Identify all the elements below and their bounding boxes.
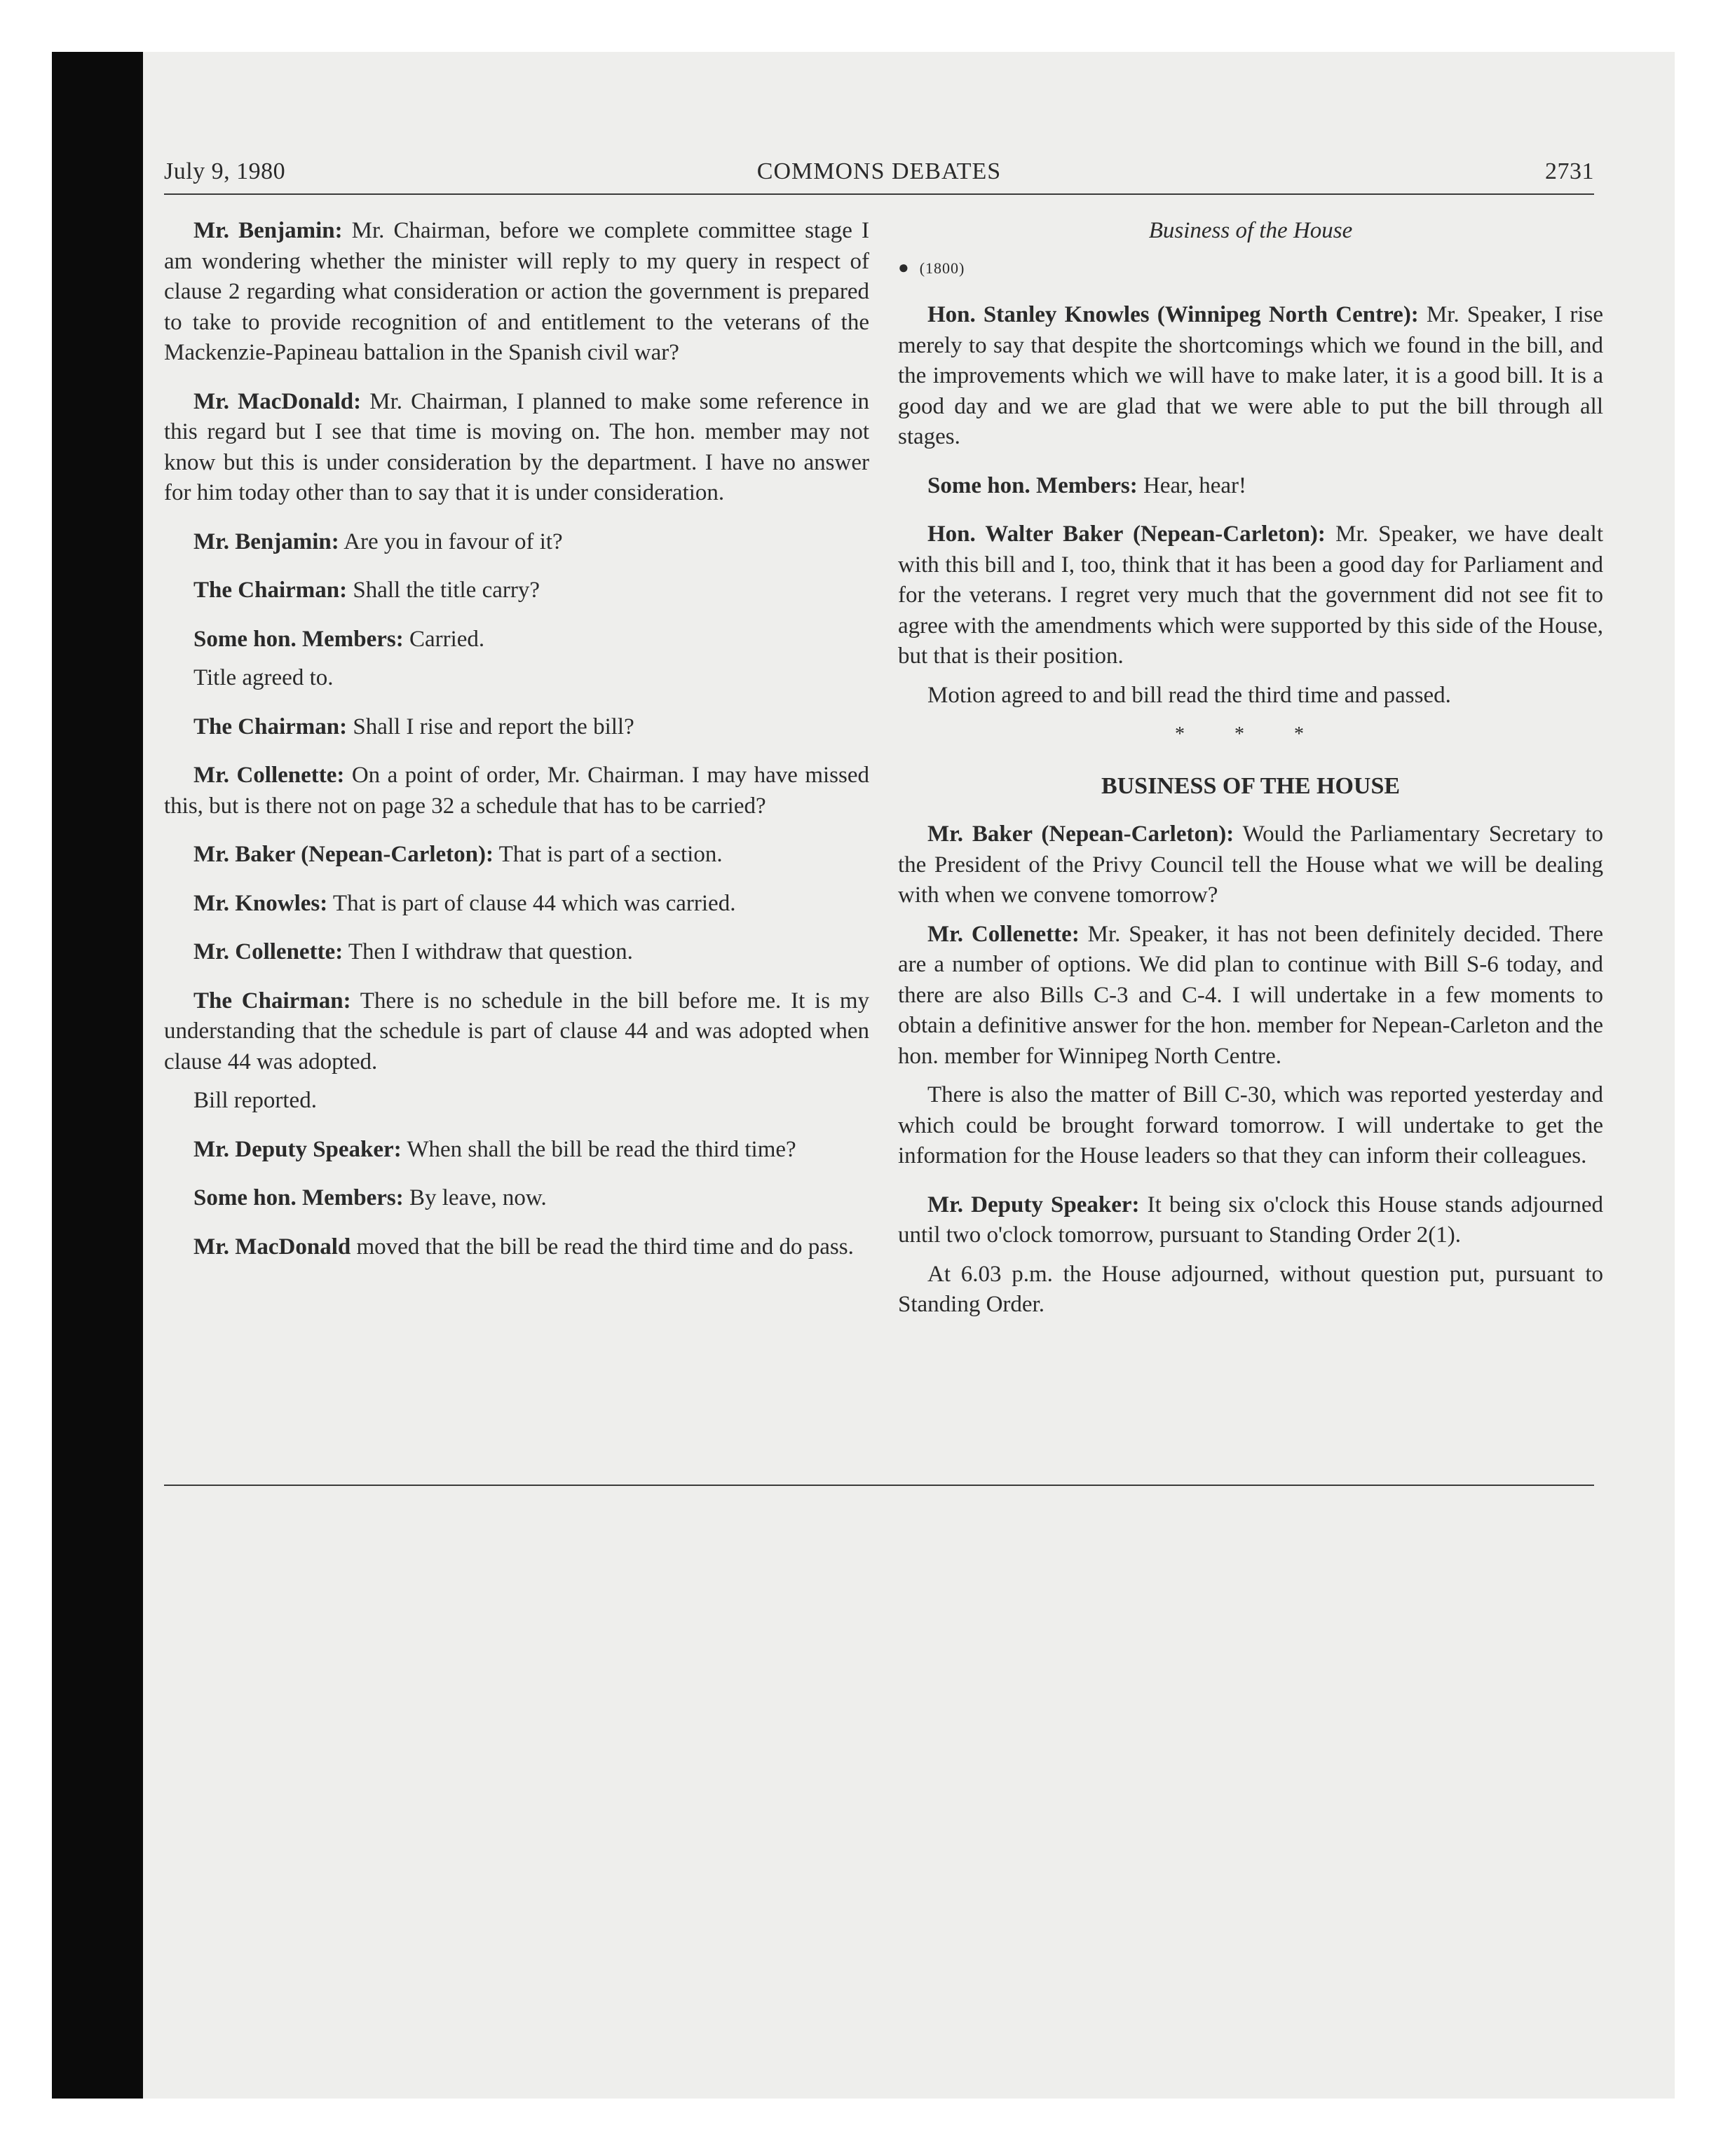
- speaker: Hon. Stanley Knowles (Winnipeg North Centre):: [927, 302, 1419, 327]
- speaker: Mr. MacDonald: [193, 1234, 351, 1260]
- paragraph: [164, 527, 869, 558]
- paragraph: [898, 920, 1603, 1072]
- paragraph: [898, 300, 1603, 453]
- speech: On a point of order, Mr. Chairman. I may have missed this, but is there not on page 32 a schedule that has to be carried?: [164, 763, 869, 819]
- paragraph: [164, 986, 869, 1078]
- section-title: Business of the House: [1148, 218, 1353, 243]
- paragraph: [164, 1183, 869, 1214]
- bullet-icon: ●: [898, 257, 910, 278]
- speaker: Mr. Benjamin:: [193, 528, 339, 554]
- speaker: Mr. Deputy Speaker:: [927, 1192, 1140, 1217]
- speaker: Mr. Collenette:: [193, 763, 345, 788]
- speech: Would the Parliamentary Secretary to the President of the Privy Council tell the House what we will be dealing with when we convene tomorrow?: [898, 821, 1603, 908]
- header-title: COMMONS DEBATES: [756, 158, 1002, 184]
- paragraph: [898, 471, 1603, 502]
- speaker: The Chairman:: [193, 714, 348, 739]
- speech: Motion agreed to and bill read the third time and passed.: [927, 682, 1451, 708]
- paragraph: [164, 625, 869, 655]
- speech: Hear, hear!: [1137, 472, 1247, 498]
- paragraph: [898, 1080, 1603, 1172]
- speech: Mr. Speaker, I rise merely to say that despite the shortcomings which we found in the bill, and the improvements which we will have to make later, it is a good bill. It is a good day and we are glad that we were able to put the bill through all stages.: [898, 302, 1604, 449]
- paragraph: [898, 519, 1603, 672]
- speaker: Some hon. Members:: [193, 1185, 404, 1210]
- section-separator: * * *: [1175, 723, 1326, 745]
- paragraph: [164, 216, 869, 369]
- speaker: Mr. Collenette:: [927, 921, 1080, 947]
- paragraph: [164, 1135, 869, 1166]
- speaker: Mr. Collenette:: [193, 939, 343, 964]
- paragraph: [164, 760, 869, 821]
- paragraph: [164, 387, 869, 509]
- speaker: Some hon. Members:: [193, 626, 404, 652]
- running-head: [164, 158, 1594, 193]
- speech: There is no schedule in the bill before me. It is my understanding that the schedule is part of clause 44 and was adopted when clause 44 was adopted.: [164, 988, 869, 1074]
- left-column: [164, 216, 869, 1281]
- speech: Are you in favour of it?: [339, 528, 563, 554]
- speech: Shall I rise and report the bill?: [347, 714, 634, 739]
- paragraph: [164, 1086, 869, 1117]
- speech: There is also the matter of Bill C-30, which was reported yesterday and which could be brought forward tomorrow. I will undertake to get the information for the House leaders so that they can inform their colleagues.: [898, 1082, 1603, 1168]
- speaker: Mr. Knowles:: [193, 890, 328, 916]
- speaker: The Chairman:: [193, 578, 348, 603]
- footer-rule: [164, 1485, 1594, 1486]
- header-date: July 9, 1980: [164, 158, 286, 184]
- paragraph: [164, 889, 869, 920]
- speaker: Hon. Walter Baker (Nepean-Carleton):: [927, 521, 1326, 547]
- speech: Carried.: [403, 626, 485, 652]
- speaker: Mr. Baker (Nepean-Carleton):: [193, 842, 494, 867]
- speaker: Mr. Benjamin:: [193, 218, 343, 243]
- speech: At 6.03 p.m. the House adjourned, without question put, pursuant to Standing Order.: [898, 1261, 1603, 1317]
- page-number: 2731: [1545, 158, 1594, 184]
- speech: By leave, now.: [403, 1185, 547, 1210]
- speech: Mr. Chairman, I planned to make some reference in this regard but I see that time is moving on. The hon. member may not know but this is under consideration by the department. I have no answer for him today other than to say that it is under consideration.: [164, 388, 869, 505]
- right-column: [898, 216, 1603, 1339]
- speech: When shall the bill be read the third time?: [401, 1136, 796, 1162]
- speaker: Some hon. Members:: [927, 472, 1138, 498]
- speech: That is part of a section.: [494, 842, 723, 867]
- speech: Title agreed to.: [193, 665, 334, 690]
- speaker: Mr. Deputy Speaker:: [193, 1136, 402, 1162]
- paragraph: [898, 1190, 1603, 1251]
- speech: It being six o'clock this House stands adjourned until two o'clock tomorrow, pursuant to Standing Order 2(1).: [898, 1192, 1604, 1248]
- speech: Shall the title carry?: [347, 578, 540, 603]
- paragraph: [898, 681, 1603, 711]
- speech: That is part of clause 44 which was carried.: [327, 890, 736, 916]
- speech: Then I withdraw that question.: [343, 939, 633, 964]
- paragraph: [164, 663, 869, 694]
- paragraph: [164, 712, 869, 743]
- speech: Mr. Chairman, before we complete committee stage I am wondering whether the minister will reply to my query in respect of clause 2 regarding what consideration or action the government is prepared to take to provide recognition of and entitlement to the veterans of the Mackenzie-Papineau battalion in the Spanish civil war?: [164, 218, 869, 365]
- speaker: Mr. Baker (Nepean-Carleton):: [927, 821, 1234, 847]
- binding-edge: [52, 52, 143, 2099]
- paragraph: [898, 1260, 1603, 1321]
- paragraph: [164, 937, 869, 968]
- paragraph: [898, 819, 1603, 911]
- speech: Bill reported.: [193, 1088, 317, 1113]
- time-marker-label: (1800): [919, 259, 965, 277]
- paragraph: [164, 840, 869, 871]
- header-rule: [164, 193, 1594, 195]
- paragraph: [164, 575, 869, 606]
- speaker: The Chairman:: [193, 988, 351, 1014]
- section-heading: BUSINESS OF THE HOUSE: [1101, 772, 1401, 799]
- speech: moved that the bill be read the third time and do pass.: [351, 1234, 854, 1260]
- speech: Mr. Speaker, we have dealt with this bill and I, too, think that it has been a good day for Parliament and for the veterans. I regret very much that the government did not see fit to agree with the amendments which were supported by this side of the House, but that is their position.: [898, 521, 1603, 669]
- time-marker: [898, 252, 1603, 284]
- speaker: Mr. MacDonald:: [193, 388, 362, 414]
- paragraph: [164, 1232, 869, 1263]
- speech: Mr. Speaker, it has not been definitely decided. There are a number of options. We did plan to continue with Bill S-6 today, and there are also Bills C-3 and C-4. I will undertake in a few moments to obtain a definitive answer for the hon. member for Nepean-Carleton and the hon. member for Winnipeg North Centre.: [898, 921, 1603, 1069]
